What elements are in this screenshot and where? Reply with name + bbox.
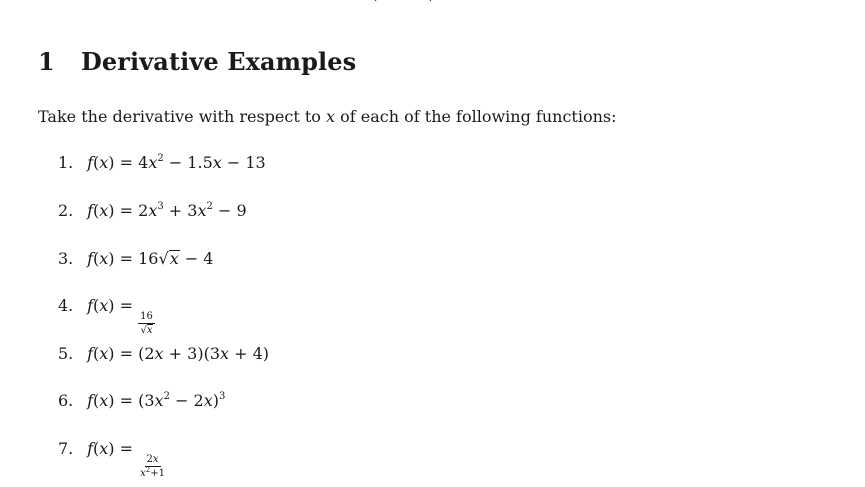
function-lhs: f(x) = [87,439,139,458]
function-expression: $(3x^2 - 2x)^3$ [138,391,226,410]
item-number: 2. [58,201,74,220]
fraction: $\frac{16}{√x}$ [140,311,153,336]
section-heading [38,47,356,76]
function-expression: $4x^2 - 1.5x - 13$ [138,153,266,172]
function-lhs: f(x) = [87,201,139,220]
item-number: 4. [58,296,74,315]
section-number: 1 [38,47,55,76]
section-title: Derivative Examples [81,47,357,76]
function-lhs: f(x) = [87,344,139,363]
item-number: 1. [58,153,74,172]
item-number: 7. [58,439,74,458]
item-number: 3. [58,249,74,268]
square-root: √x [158,249,179,268]
function-lhs: f(x) = [87,249,139,268]
fraction: $\frac{2x}{x^2+1}$ [140,454,165,479]
function-expression: 16√x − 4 [138,249,214,268]
item-number: 5. [58,344,74,363]
exercise-item [58,344,269,374]
function-expression: $2x^3 + 3x^2 - 9$ [138,201,247,220]
clipped-page-header-glyphs [368,0,438,4]
function-lhs: f(x) = [87,153,139,172]
instruction-variable: x [326,107,336,126]
exercise-item [58,201,247,231]
function-expression: (2x + 3)(3x + 4) [138,344,270,363]
exercise-item [58,153,266,183]
exercise-item [58,249,213,279]
function-lhs: f(x) = [87,296,139,315]
function-lhs: f(x) = [87,391,139,410]
instruction-text-start: Take the derivative with respect to [38,107,326,126]
item-number: 6. [58,391,74,410]
exercise-item [58,391,225,421]
exercise-item [58,439,167,479]
instruction-text [38,107,617,126]
exercise-item [58,296,155,336]
instruction-text-end: of each of the following functions: [335,107,617,126]
